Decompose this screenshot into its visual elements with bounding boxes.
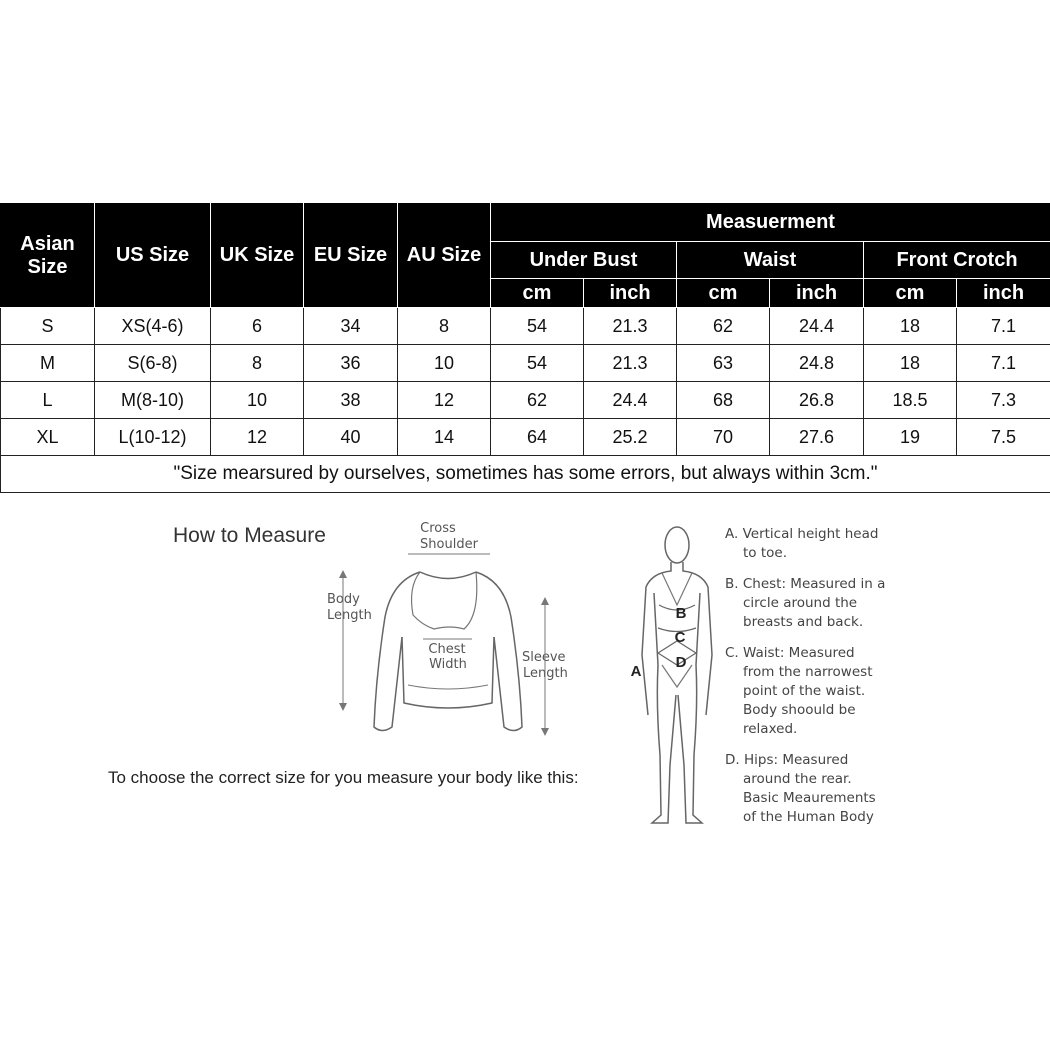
table-cell: 62 <box>491 382 584 419</box>
cross-shoulder-label-2: Shoulder <box>420 537 478 552</box>
table-row <box>1 308 1050 345</box>
table-cell: 70 <box>677 419 770 456</box>
table-cell: 19 <box>864 419 957 456</box>
header-unit-inch: inch <box>957 279 1050 308</box>
header-measurement: Measuerment <box>491 204 1050 242</box>
table-cell: 21.3 <box>584 345 677 382</box>
body-label-d: D <box>675 654 687 671</box>
choose-size-text: To choose the correct size for you measure your body like this: <box>108 768 579 787</box>
table-cell: 25.2 <box>584 419 677 456</box>
body-label-c: C <box>674 629 686 646</box>
table-cell: 8 <box>398 308 491 345</box>
table-cell: L(10-12) <box>95 419 211 456</box>
legend-item <box>725 525 1045 563</box>
table-cell: S <box>1 308 95 345</box>
table-cell: 14 <box>398 419 491 456</box>
table-cell: 18.5 <box>864 382 957 419</box>
size-chart-table <box>0 203 1050 493</box>
body-diagram <box>620 515 730 840</box>
chest-width-label-1: Chest <box>428 642 466 657</box>
legend-item-line: circle around the <box>743 595 858 611</box>
table-cell: 54 <box>491 308 584 345</box>
header-au-size: AU Size <box>398 204 491 308</box>
header-unit-cm: cm <box>491 279 584 308</box>
table-cell: 7.1 <box>957 308 1050 345</box>
table-cell: 36 <box>304 345 398 382</box>
table-cell: 7.3 <box>957 382 1050 419</box>
table-row <box>1 345 1050 382</box>
chest-width-label-2: Width <box>429 657 467 672</box>
table-cell: XL <box>1 419 95 456</box>
table-cell: XS(4-6) <box>95 308 211 345</box>
table-cell: 27.6 <box>770 419 864 456</box>
table-cell: 6 <box>211 308 304 345</box>
legend-item-line: point of the waist. <box>743 683 866 699</box>
table-cell: 34 <box>304 308 398 345</box>
table-cell: 12 <box>211 419 304 456</box>
table-cell: 12 <box>398 382 491 419</box>
legend-item-line: relaxed. <box>743 721 798 737</box>
table-cell: 26.8 <box>770 382 864 419</box>
sleeve-length-label-1: Sleeve <box>522 650 566 665</box>
table-cell: 62 <box>677 308 770 345</box>
table-cell: 64 <box>491 419 584 456</box>
table-cell: 7.5 <box>957 419 1050 456</box>
table-body <box>1 308 1050 456</box>
legend-item-line: to toe. <box>743 545 787 561</box>
cross-shoulder-label-1: Cross <box>420 521 456 536</box>
table-cell: L <box>1 382 95 419</box>
header-unit-cm: cm <box>864 279 957 308</box>
table-cell: 21.3 <box>584 308 677 345</box>
legend-item-line: from the narrowest <box>743 664 873 680</box>
legend-item-line: Basic Meaurements <box>743 790 876 806</box>
legend-item-line: around the rear. <box>743 771 852 787</box>
legend-item <box>725 644 1045 739</box>
table-cell: 7.1 <box>957 345 1050 382</box>
measurement-legend <box>725 525 1045 839</box>
table-cell: S(6-8) <box>95 345 211 382</box>
table-cell: 54 <box>491 345 584 382</box>
size-note: "Size mearsured by ourselves, sometimes has some errors, but always within 3cm." <box>1 456 1050 493</box>
header-unit-inch: inch <box>584 279 677 308</box>
header-front-crotch: Front Crotch <box>864 242 1050 279</box>
header-unit-inch: inch <box>770 279 864 308</box>
table-cell: 24.8 <box>770 345 864 382</box>
header-asian-size: Asian Size <box>1 204 95 308</box>
header-unit-cm: cm <box>677 279 770 308</box>
legend-item-title: A. Vertical height head <box>725 526 879 542</box>
table-row <box>1 419 1050 456</box>
table-cell: M(8-10) <box>95 382 211 419</box>
table-cell: 24.4 <box>584 382 677 419</box>
table-cell: 68 <box>677 382 770 419</box>
header-under-bust: Under Bust <box>491 242 677 279</box>
legend-item <box>725 575 1045 632</box>
measure-guide <box>0 505 1050 855</box>
table-cell: 18 <box>864 308 957 345</box>
table-cell: 18 <box>864 345 957 382</box>
header-us-size: US Size <box>95 204 211 308</box>
body-length-label-2: Length <box>327 608 372 623</box>
table-cell: M <box>1 345 95 382</box>
body-length-label-1: Body <box>327 592 360 607</box>
header-uk-size: UK Size <box>211 204 304 308</box>
shirt-diagram <box>310 515 610 750</box>
table-cell: 10 <box>211 382 304 419</box>
body-label-a: A <box>630 663 642 680</box>
legend-item-line: of the Human Body <box>743 809 874 825</box>
body-label-b: B <box>675 605 687 622</box>
header-eu-size: EU Size <box>304 204 398 308</box>
legend-item-title: C. Waist: Measured <box>725 645 855 661</box>
table-cell: 40 <box>304 419 398 456</box>
legend-item-title: D. Hips: Measured <box>725 752 849 768</box>
table-cell: 8 <box>211 345 304 382</box>
how-to-measure-title: How to Measure <box>173 524 326 547</box>
legend-item-line: Body shoould be <box>743 702 856 718</box>
table-cell: 63 <box>677 345 770 382</box>
header-waist: Waist <box>677 242 864 279</box>
table-cell: 10 <box>398 345 491 382</box>
sleeve-length-label-2: Length <box>523 666 568 681</box>
legend-item <box>725 751 1045 827</box>
legend-item-line: breasts and back. <box>743 614 864 630</box>
legend-item-title: B. Chest: Measured in a <box>725 576 886 592</box>
table-cell: 38 <box>304 382 398 419</box>
table-row <box>1 382 1050 419</box>
table-cell: 24.4 <box>770 308 864 345</box>
